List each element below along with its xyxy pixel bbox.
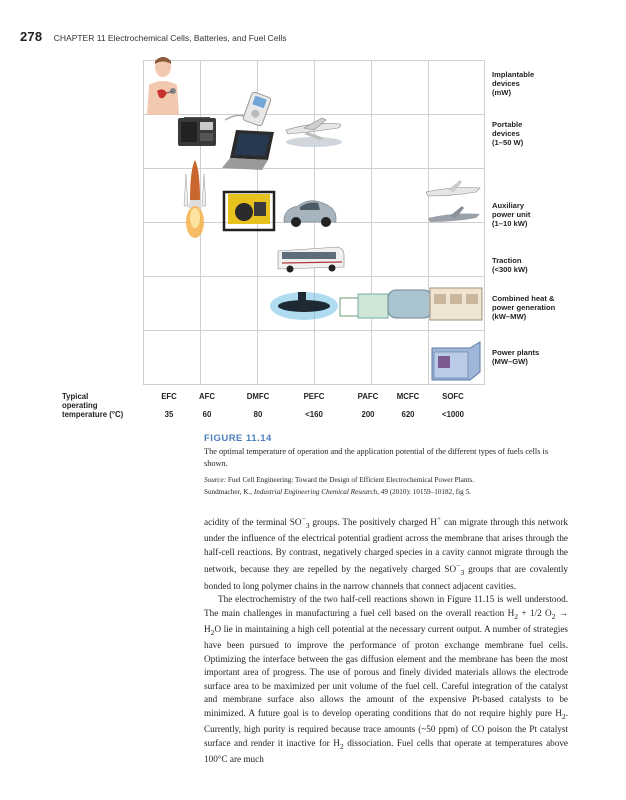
music-player-illustration bbox=[225, 92, 273, 126]
figure-caption: The optimal temperature of operation and the application potential of the different types of fuels cells is shown. bbox=[204, 447, 549, 468]
fuel-cell-temp: 620 bbox=[401, 410, 415, 419]
chapter-title: CHAPTER 11 Electrochemical Cells, Batteries, and Fuel Cells bbox=[53, 33, 287, 43]
app-label-portable: Portable devices (1–50 W) bbox=[492, 120, 524, 147]
paragraph: The electrochemistry of the two half-cell reactions shown in Figure 11.15 is well understood. The main challenges in manufacturing a fuel cell based on the overall reaction $H_2 + 1/2$ $O_2 \to H_2O$ lie in maintaining a high cell potential at the necessary current output. A number of strategies have been pursued to improve the performance of proton exchange membrane fuel cells. Optimizing the interface between the gas diffusion element and the membrane has been the most important area of progress. The use of porous and finely divided materials allows the electrode surface area to be maximized per unit volume of the fuel cell. Careful integration of the catalyst and membrane surface also allows the amount of the expensive Pt-based catalysts to be minimized. A future goal is to develop operating conditions that do not require highly pure $H_2$. Currently, high purity is required because trace amounts (~50 ppm) of CO poison the Pt catalyst surface and render it inactive for $H_2$ dissociation. Fuel cells that operate at temperatures above 100°C are much bbox=[204, 594, 569, 765]
app-label-chp: Combined heat & power generation (kW–MW) bbox=[492, 294, 556, 321]
radio-illustration bbox=[176, 112, 218, 148]
auxiliary-plane-illustration bbox=[424, 178, 484, 236]
fuel-cell-temp: 60 bbox=[202, 410, 212, 419]
fuel-cell-type: MCFC bbox=[396, 392, 420, 401]
figure-title: FIGURE 11.14 bbox=[204, 433, 272, 444]
industrial-plant-illustration bbox=[428, 282, 484, 324]
app-label-auxiliary: Auxiliary power unit (1–10 kW) bbox=[492, 201, 531, 228]
fuel-cell-temp: 35 bbox=[164, 410, 174, 419]
body-text bbox=[204, 512, 568, 767]
fuel-cell-temp: 200 bbox=[361, 410, 375, 419]
page-number: 278 bbox=[20, 29, 43, 44]
paragraph: acidity of the terminal $SO^-_3$ groups. The positively charged H+ can migrate through this network under the influence of the electrical potential gradient across the membrane that arises through the half-cell reactions. By contrast, negatively charged species in a cavity cannot migrate through the network, because they are repelled by the negatively charged $SO^-_3$ groups that are covalently bonded to long polymer chains in the narrow channels that connect adjacent cavities. bbox=[204, 514, 568, 591]
car-illustration bbox=[280, 194, 340, 230]
row-label-temperature: Typical operating temperature (°C) bbox=[62, 392, 124, 419]
fuel-cell-type: SOFC bbox=[442, 392, 464, 401]
power-module-illustration bbox=[338, 286, 438, 322]
fuel-cell-type: PAFC bbox=[357, 392, 379, 401]
airplane-illustration bbox=[282, 108, 344, 148]
figure-source: Source: Fuel Cell Engineering: Toward the Design of Efficient Electrochemical Power Plants. Sundmacher, K., Industrial Engineering Chemical Research, 49 (2010): 10159–10182, fig 5. bbox=[204, 476, 475, 496]
bus-illustration bbox=[276, 245, 346, 275]
power-plant-illustration bbox=[428, 338, 484, 382]
generator-illustration bbox=[222, 188, 276, 234]
fuel-cell-temp: <1000 bbox=[442, 410, 464, 419]
fuel-cell-temp: <160 bbox=[305, 410, 323, 419]
app-label-traction: Traction (<300 kW) bbox=[492, 256, 528, 274]
fuel-cell-type: DMFC bbox=[246, 392, 270, 401]
human-implant-illustration bbox=[143, 55, 193, 115]
fuel-cell-type: PEFC bbox=[303, 392, 325, 401]
laptop-illustration bbox=[222, 128, 276, 172]
space-shuttle-illustration bbox=[180, 160, 210, 242]
running-header bbox=[20, 28, 286, 46]
app-label-power-plants: Power plants (MW–GW) bbox=[492, 348, 540, 366]
fuel-cell-type: AFC bbox=[198, 392, 216, 401]
submarine-illustration bbox=[268, 282, 338, 324]
app-label-implantable: Implantable devices (mW) bbox=[492, 70, 535, 97]
fuel-cell-temp: 80 bbox=[253, 410, 263, 419]
fuel-cell-type: EFC bbox=[161, 392, 177, 401]
